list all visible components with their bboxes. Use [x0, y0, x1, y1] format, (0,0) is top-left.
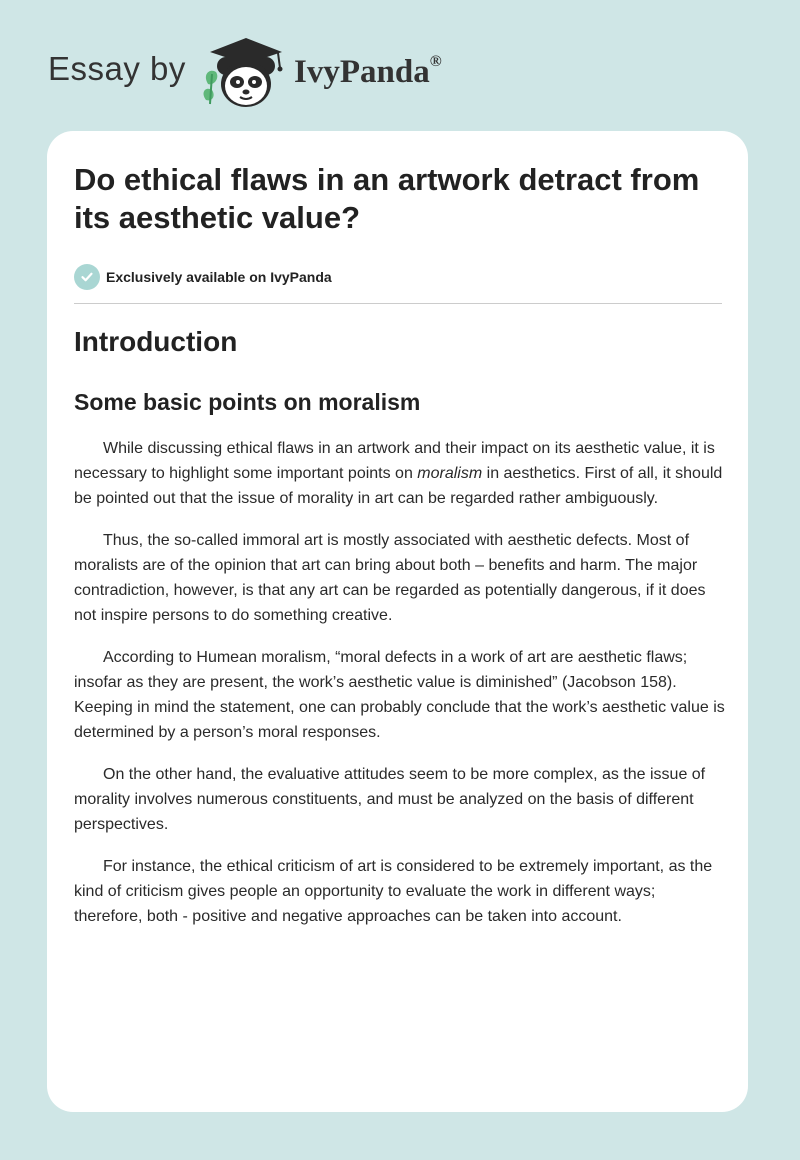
paragraph-1-emphasis: moralism	[417, 465, 483, 482]
paragraph-3: According to Humean moralism, “moral defects in a work of art are aesthetic flaws; insofar as they are present, the work’s aesthetic value is diminished” (Jacobson 158). Keeping in mind the statement, one can probably conclude that the work’s aesthetic value is determined by a person’s moral responses.	[74, 649, 725, 741]
essay-card	[47, 131, 748, 1112]
title-divider	[74, 303, 722, 304]
paragraph-2: Thus, the so-called immoral art is mostly associated with aesthetic defects. Most of moralists are of the opinion that art can bring about both – benefits and harm. The major contradiction, however, is that any art can be regarded as potentially dangerous, if it does not inspire persons to do something creative.	[74, 532, 706, 624]
essay-by-label: Essay by	[48, 50, 186, 87]
section-heading: Introduction	[74, 326, 238, 357]
paragraph-1-end: in aesthetics. First of all, it should be pointed out that the issue of morality in art can be regarded rather ambiguously.	[74, 465, 723, 507]
paragraph-1-start: While discussing ethical flaws in an artwork and their impact on its aesthetic value, it is necessary to highlight some important points on	[74, 440, 715, 482]
paragraph-4: On the other hand, the evaluative attitudes seem to be more complex, as the issue of morality involves numerous constituents, and must be analyzed on the basis of different perspectives.	[74, 766, 706, 833]
article-body	[74, 436, 726, 946]
paragraph-5: For instance, the ethical criticism of art is considered to be extremely important, as the kind of criticism gives people an opportunity to evaluate the work in different ways; therefore, both - positive and negative approaches can be taken into account.	[74, 858, 713, 925]
checkmark-icon	[74, 264, 100, 290]
ivypanda-logo	[294, 54, 442, 91]
registered-mark: ®	[429, 53, 442, 70]
subsection-heading: Some basic points on moralism	[74, 389, 421, 415]
site-header	[48, 30, 748, 120]
paragraph-1	[74, 436, 726, 511]
exclusive-badge-label: Exclusively available on IvyPanda	[106, 269, 332, 285]
page-title: Do ethical flaws in an artwork detract from its aesthetic value?	[74, 162, 700, 235]
panda-graduate-icon	[200, 34, 290, 114]
brand-name: IvyPanda	[294, 54, 430, 90]
exclusive-badge	[74, 264, 332, 290]
